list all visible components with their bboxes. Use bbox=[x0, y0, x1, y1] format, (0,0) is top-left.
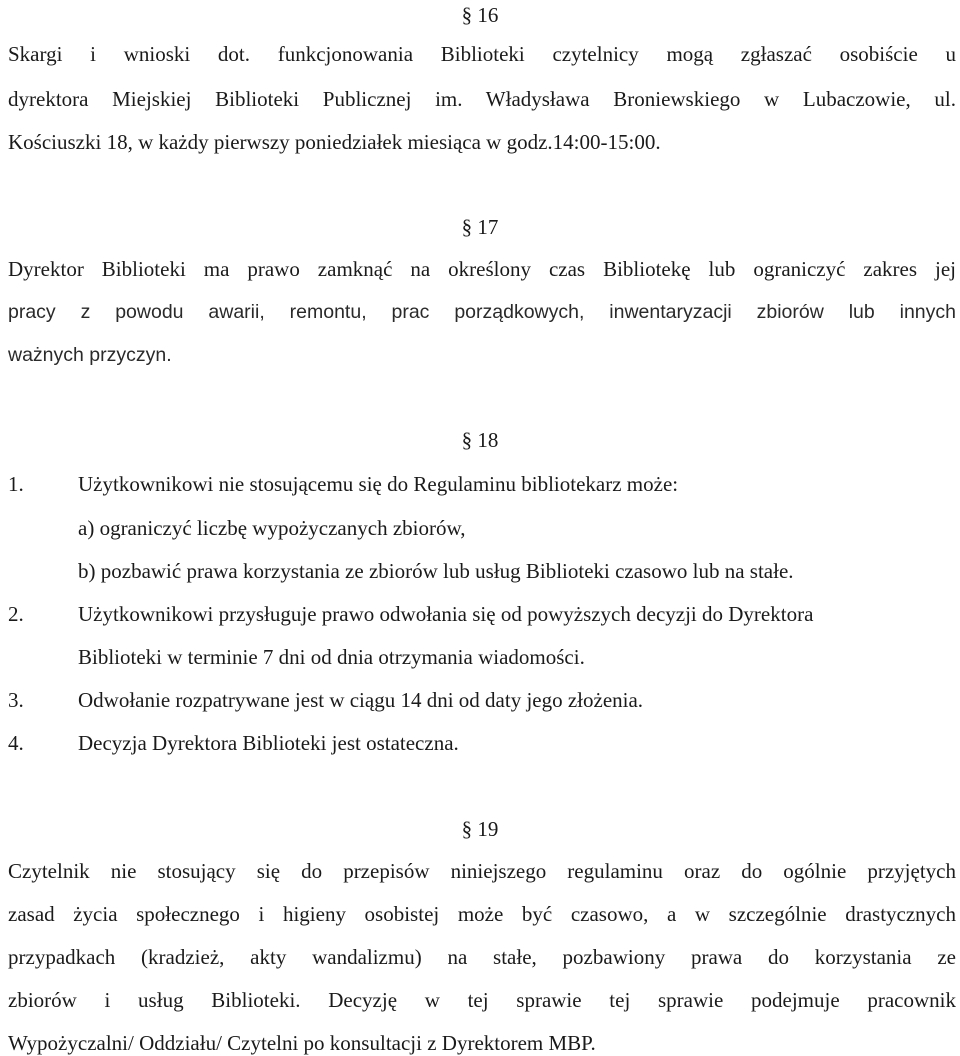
item-number: 4. bbox=[8, 731, 24, 755]
item-text: Odwołanie rozpatrywane jest w ciągu 14 dni od daty jego złożenia. bbox=[78, 688, 644, 712]
section-18-item-1 bbox=[8, 471, 678, 497]
section-19-heading: § 19 bbox=[461, 817, 499, 841]
section-19-line-2: zasad życia społecznego i higieny osobistej może być czasowo, a w szczególnie drastycznych bbox=[8, 902, 956, 926]
section-18-item-1b: b) pozbawić prawa korzystania ze zbiorów lub usług Biblioteki czasowo lub na stałe. bbox=[78, 559, 794, 583]
section-18-item-2-cont: Biblioteki w terminie 7 dni od dnia otrzymania wiadomości. bbox=[78, 645, 585, 669]
item-number: 1. bbox=[8, 472, 24, 496]
section-19-line-3: przypadkach (kradzież, akty wandalizmu) na stałe, pozbawiony prawa do korzystania ze bbox=[8, 945, 956, 969]
section-16-line-2: dyrektora Miejskiej Biblioteki Publicznej im. Władysława Broniewskiego w Lubaczowie, ul. bbox=[8, 87, 956, 111]
section-17-line-3: ważnych przyczyn. bbox=[8, 344, 172, 366]
item-number: 2. bbox=[8, 602, 24, 626]
section-17-heading: § 17 bbox=[461, 215, 499, 239]
item-text: Użytkownikowi nie stosującemu się do Regulaminu bibliotekarz może: bbox=[78, 472, 679, 496]
section-17-line-2: pracy z powodu awarii, remontu, prac porządkowych, inwentaryzacji zbiorów lub innych bbox=[8, 301, 956, 323]
section-19-line-1: Czytelnik nie stosujący się do przepisów niniejszego regulaminu oraz do ogólnie przyjętych bbox=[8, 859, 956, 883]
section-18-item-4 bbox=[8, 730, 459, 756]
item-text: Użytkownikowi przysługuje prawo odwołania się od powyższych decyzji do Dyrektora bbox=[78, 602, 814, 626]
section-19-line-5: Wypożyczalni/ Oddziału/ Czytelni po konsultacji z Dyrektorem MBP. bbox=[8, 1031, 596, 1055]
section-19-line-4: zbiorów i usług Biblioteki. Decyzję w tej sprawie tej sprawie podejmuje pracownik bbox=[8, 988, 956, 1012]
section-16-line-1: Skargi i wnioski dot. funkcjonowania Biblioteki czytelnicy mogą zgłaszać osobiście u bbox=[8, 42, 956, 66]
section-17-line-1: Dyrektor Biblioteki ma prawo zamknąć na określony czas Bibliotekę lub ograniczyć zakres jej bbox=[8, 257, 956, 281]
section-16-line-3: Kościuszki 18, w każdy pierwszy poniedziałek miesiąca w godz.14:00-15:00. bbox=[8, 130, 661, 154]
section-18-heading: § 18 bbox=[461, 428, 499, 452]
section-18-item-1a: a) ograniczyć liczbę wypożyczanych zbiorów, bbox=[78, 516, 466, 540]
section-18-item-3 bbox=[8, 687, 643, 713]
section-16-heading: § 16 bbox=[461, 3, 499, 27]
item-number: 3. bbox=[8, 688, 24, 712]
section-18-item-2 bbox=[8, 601, 813, 627]
item-text: Decyzja Dyrektora Biblioteki jest ostateczna. bbox=[78, 731, 459, 755]
